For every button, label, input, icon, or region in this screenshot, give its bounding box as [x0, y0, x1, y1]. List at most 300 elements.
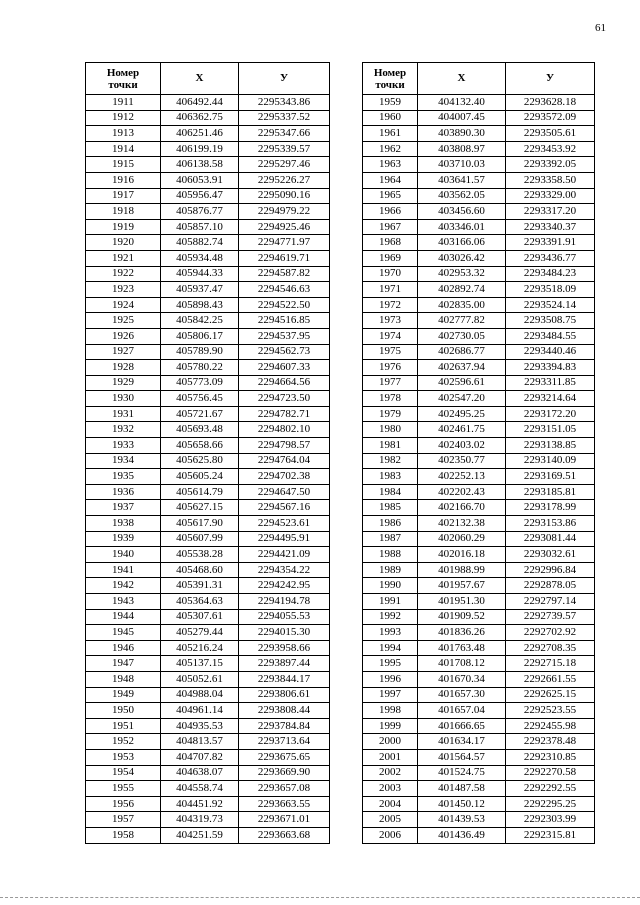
point-number-cell: 1920: [86, 235, 161, 251]
point-number-cell: 1914: [86, 141, 161, 157]
table-row: [86, 391, 330, 407]
point-number-cell: 1953: [86, 749, 161, 765]
y-coordinate-cell: 2294567.16: [239, 500, 330, 516]
table-row: [86, 594, 330, 610]
x-coordinate-cell: 405617.90: [161, 516, 239, 532]
table-row: [86, 157, 330, 173]
x-coordinate-cell: 402016.18: [418, 547, 506, 563]
y-coordinate-cell: 2293185.81: [506, 484, 595, 500]
table-header-row: [363, 63, 595, 95]
point-number-cell: 1913: [86, 126, 161, 142]
point-number-cell: 2000: [363, 734, 418, 750]
point-number-cell: 1981: [363, 438, 418, 454]
y-coordinate-cell: 2294607.33: [239, 360, 330, 376]
table-row: [363, 141, 595, 157]
point-number-cell: 1978: [363, 391, 418, 407]
point-number-cell: 1950: [86, 703, 161, 719]
table-row: [363, 250, 595, 266]
y-coordinate-cell: 2292739.57: [506, 609, 595, 625]
table-row: [86, 328, 330, 344]
x-coordinate-cell: 405882.74: [161, 235, 239, 251]
point-number-cell: 1936: [86, 484, 161, 500]
table-row: [86, 297, 330, 313]
table-row: [363, 781, 595, 797]
x-coordinate-cell: 401439.53: [418, 812, 506, 828]
header-x: X: [418, 63, 506, 95]
table-row: [363, 516, 595, 532]
header-y: У: [506, 63, 595, 95]
y-coordinate-cell: 2293628.18: [506, 95, 595, 111]
table-row: [363, 95, 595, 111]
table-row: [86, 500, 330, 516]
y-coordinate-cell: 2294702.38: [239, 469, 330, 485]
table-row: [86, 344, 330, 360]
x-coordinate-cell: 403166.06: [418, 235, 506, 251]
point-number-cell: 1973: [363, 313, 418, 329]
x-coordinate-cell: 401670.34: [418, 671, 506, 687]
x-coordinate-cell: 402596.61: [418, 375, 506, 391]
x-coordinate-cell: 405780.22: [161, 360, 239, 376]
table-row: [363, 703, 595, 719]
header-point-number: Номер точки: [86, 63, 161, 95]
y-coordinate-cell: 2295090.16: [239, 188, 330, 204]
x-coordinate-cell: 402166.70: [418, 500, 506, 516]
table-row: [86, 562, 330, 578]
table-row: [86, 250, 330, 266]
table-row: [363, 484, 595, 500]
x-coordinate-cell: 403641.57: [418, 172, 506, 188]
y-coordinate-cell: 2293329.00: [506, 188, 595, 204]
point-number-cell: 1955: [86, 781, 161, 797]
table-row: [86, 110, 330, 126]
x-coordinate-cell: 405364.63: [161, 594, 239, 610]
x-coordinate-cell: 406362.75: [161, 110, 239, 126]
table-row: [363, 718, 595, 734]
coordinates-table-right: [362, 62, 595, 844]
point-number-cell: 2001: [363, 749, 418, 765]
point-number-cell: 1991: [363, 594, 418, 610]
point-number-cell: 1919: [86, 219, 161, 235]
y-coordinate-cell: 2295347.66: [239, 126, 330, 142]
y-coordinate-cell: 2292661.55: [506, 671, 595, 687]
y-coordinate-cell: 2293524.14: [506, 297, 595, 313]
table-row: [86, 484, 330, 500]
table-row: [363, 609, 595, 625]
point-number-cell: 1966: [363, 204, 418, 220]
point-number-cell: 1972: [363, 297, 418, 313]
x-coordinate-cell: 404935.53: [161, 718, 239, 734]
table-row: [363, 765, 595, 781]
table-row: [363, 796, 595, 812]
y-coordinate-cell: 2293669.90: [239, 765, 330, 781]
x-coordinate-cell: 403710.03: [418, 157, 506, 173]
y-coordinate-cell: 2292523.55: [506, 703, 595, 719]
table-row: [363, 500, 595, 516]
x-coordinate-cell: 406492.44: [161, 95, 239, 111]
x-coordinate-cell: 405538.28: [161, 547, 239, 563]
y-coordinate-cell: 2293151.05: [506, 422, 595, 438]
x-coordinate-cell: 404007.45: [418, 110, 506, 126]
point-number-cell: 1979: [363, 406, 418, 422]
x-coordinate-cell: 405216.24: [161, 640, 239, 656]
table-row: [363, 562, 595, 578]
table-row: [363, 313, 595, 329]
table-row: [363, 547, 595, 563]
y-coordinate-cell: 2292310.85: [506, 749, 595, 765]
point-number-cell: 1957: [86, 812, 161, 828]
x-coordinate-cell: 405625.80: [161, 453, 239, 469]
x-coordinate-cell: 403346.01: [418, 219, 506, 235]
x-coordinate-cell: 404451.92: [161, 796, 239, 812]
point-number-cell: 1971: [363, 282, 418, 298]
y-coordinate-cell: 2293663.55: [239, 796, 330, 812]
header-x: X: [161, 63, 239, 95]
x-coordinate-cell: 405307.61: [161, 609, 239, 625]
point-number-cell: 1948: [86, 671, 161, 687]
y-coordinate-cell: 2293671.01: [239, 812, 330, 828]
point-number-cell: 1996: [363, 671, 418, 687]
point-number-cell: 1949: [86, 687, 161, 703]
table-row: [86, 188, 330, 204]
y-coordinate-cell: 2292715.18: [506, 656, 595, 672]
x-coordinate-cell: 402350.77: [418, 453, 506, 469]
table-row: [363, 687, 595, 703]
table-row: [86, 531, 330, 547]
x-coordinate-cell: 406138.58: [161, 157, 239, 173]
table-row: [86, 375, 330, 391]
x-coordinate-cell: 405857.10: [161, 219, 239, 235]
x-coordinate-cell: 401988.99: [418, 562, 506, 578]
x-coordinate-cell: 401450.12: [418, 796, 506, 812]
x-coordinate-cell: 401836.26: [418, 625, 506, 641]
x-coordinate-cell: 405806.17: [161, 328, 239, 344]
y-coordinate-cell: 2293784.84: [239, 718, 330, 734]
x-coordinate-cell: 405279.44: [161, 625, 239, 641]
x-coordinate-cell: 405756.45: [161, 391, 239, 407]
x-coordinate-cell: 405937.47: [161, 282, 239, 298]
x-coordinate-cell: 406053.91: [161, 172, 239, 188]
y-coordinate-cell: 2292996.84: [506, 562, 595, 578]
y-coordinate-cell: 2294619.71: [239, 250, 330, 266]
y-coordinate-cell: 2295337.52: [239, 110, 330, 126]
table-row: [86, 781, 330, 797]
point-number-cell: 1925: [86, 313, 161, 329]
y-coordinate-cell: 2295339.57: [239, 141, 330, 157]
y-coordinate-cell: 2293317.20: [506, 204, 595, 220]
table-row: [86, 235, 330, 251]
x-coordinate-cell: 403562.05: [418, 188, 506, 204]
table-row: [363, 594, 595, 610]
point-number-cell: 1946: [86, 640, 161, 656]
x-coordinate-cell: 403890.30: [418, 126, 506, 142]
table-row: [86, 827, 330, 843]
y-coordinate-cell: 2293806.61: [239, 687, 330, 703]
table-row: [363, 375, 595, 391]
x-coordinate-cell: 401708.12: [418, 656, 506, 672]
table-row: [363, 235, 595, 251]
x-coordinate-cell: 405627.15: [161, 500, 239, 516]
point-number-cell: 1934: [86, 453, 161, 469]
point-number-cell: 1967: [363, 219, 418, 235]
point-number-cell: 1935: [86, 469, 161, 485]
y-coordinate-cell: 2294537.95: [239, 328, 330, 344]
table-row: [86, 734, 330, 750]
x-coordinate-cell: 401909.52: [418, 609, 506, 625]
point-number-cell: 1985: [363, 500, 418, 516]
table-row: [86, 687, 330, 703]
point-number-cell: 1965: [363, 188, 418, 204]
point-number-cell: 1922: [86, 266, 161, 282]
x-coordinate-cell: 402547.20: [418, 391, 506, 407]
y-coordinate-cell: 2294522.50: [239, 297, 330, 313]
x-coordinate-cell: 401564.57: [418, 749, 506, 765]
point-number-cell: 1932: [86, 422, 161, 438]
y-coordinate-cell: 2294242.95: [239, 578, 330, 594]
table-row: [363, 297, 595, 313]
y-coordinate-cell: 2293172.20: [506, 406, 595, 422]
point-number-cell: 2003: [363, 781, 418, 797]
point-number-cell: 1976: [363, 360, 418, 376]
x-coordinate-cell: 405614.79: [161, 484, 239, 500]
point-number-cell: 1930: [86, 391, 161, 407]
x-coordinate-cell: 405605.24: [161, 469, 239, 485]
y-coordinate-cell: 2292702.92: [506, 625, 595, 641]
point-number-cell: 1916: [86, 172, 161, 188]
y-coordinate-cell: 2292708.35: [506, 640, 595, 656]
y-coordinate-cell: 2293897.44: [239, 656, 330, 672]
table-row: [86, 313, 330, 329]
point-number-cell: 1983: [363, 469, 418, 485]
point-number-cell: 1956: [86, 796, 161, 812]
y-coordinate-cell: 2294495.91: [239, 531, 330, 547]
table-row: [86, 126, 330, 142]
point-number-cell: 1958: [86, 827, 161, 843]
coordinates-table-left: [85, 62, 330, 844]
table-header-row: [86, 63, 330, 95]
x-coordinate-cell: 401436.49: [418, 827, 506, 843]
x-coordinate-cell: 405607.99: [161, 531, 239, 547]
point-number-cell: 1937: [86, 500, 161, 516]
table-row: [86, 671, 330, 687]
y-coordinate-cell: 2292292.55: [506, 781, 595, 797]
x-coordinate-cell: 402953.32: [418, 266, 506, 282]
y-coordinate-cell: 2294523.61: [239, 516, 330, 532]
point-number-cell: 1997: [363, 687, 418, 703]
y-coordinate-cell: 2294782.71: [239, 406, 330, 422]
table-row: [86, 516, 330, 532]
point-number-cell: 1938: [86, 516, 161, 532]
point-number-cell: 1987: [363, 531, 418, 547]
x-coordinate-cell: 401634.17: [418, 734, 506, 750]
x-coordinate-cell: 404707.82: [161, 749, 239, 765]
point-number-cell: 1993: [363, 625, 418, 641]
table-row: [363, 204, 595, 220]
point-number-cell: 1975: [363, 344, 418, 360]
point-number-cell: 1980: [363, 422, 418, 438]
x-coordinate-cell: 402835.00: [418, 297, 506, 313]
footer-divider: [0, 897, 640, 898]
x-coordinate-cell: 405898.43: [161, 297, 239, 313]
x-coordinate-cell: 402686.77: [418, 344, 506, 360]
y-coordinate-cell: 2292878.05: [506, 578, 595, 594]
point-number-cell: 1977: [363, 375, 418, 391]
y-coordinate-cell: 2294194.78: [239, 594, 330, 610]
y-coordinate-cell: 2293394.83: [506, 360, 595, 376]
x-coordinate-cell: 402202.43: [418, 484, 506, 500]
point-number-cell: 1969: [363, 250, 418, 266]
point-number-cell: 1974: [363, 328, 418, 344]
x-coordinate-cell: 401657.04: [418, 703, 506, 719]
table-row: [86, 360, 330, 376]
point-number-cell: 1917: [86, 188, 161, 204]
x-coordinate-cell: 405789.90: [161, 344, 239, 360]
point-number-cell: 1933: [86, 438, 161, 454]
point-number-cell: 1968: [363, 235, 418, 251]
y-coordinate-cell: 2293340.37: [506, 219, 595, 235]
y-coordinate-cell: 2293958.66: [239, 640, 330, 656]
y-coordinate-cell: 2293214.64: [506, 391, 595, 407]
table-row: [363, 734, 595, 750]
point-number-cell: 2002: [363, 765, 418, 781]
x-coordinate-cell: 406251.46: [161, 126, 239, 142]
table-row: [363, 344, 595, 360]
point-number-cell: 1989: [363, 562, 418, 578]
y-coordinate-cell: 2294979.22: [239, 204, 330, 220]
table-row: [363, 157, 595, 173]
x-coordinate-cell: 405773.09: [161, 375, 239, 391]
x-coordinate-cell: 403026.42: [418, 250, 506, 266]
y-coordinate-cell: 2292295.25: [506, 796, 595, 812]
table-row: [86, 266, 330, 282]
header-point-number: Номер точки: [363, 63, 418, 95]
point-number-cell: 1939: [86, 531, 161, 547]
y-coordinate-cell: 2293140.09: [506, 453, 595, 469]
x-coordinate-cell: 405956.47: [161, 188, 239, 204]
x-coordinate-cell: 405721.67: [161, 406, 239, 422]
point-number-cell: 1931: [86, 406, 161, 422]
point-number-cell: 1928: [86, 360, 161, 376]
x-coordinate-cell: 401957.67: [418, 578, 506, 594]
y-coordinate-cell: 2293153.86: [506, 516, 595, 532]
x-coordinate-cell: 405137.15: [161, 656, 239, 672]
point-number-cell: 2004: [363, 796, 418, 812]
y-coordinate-cell: 2294516.85: [239, 313, 330, 329]
table-row: [86, 749, 330, 765]
point-number-cell: 1918: [86, 204, 161, 220]
x-coordinate-cell: 405052.61: [161, 671, 239, 687]
point-number-cell: 1960: [363, 110, 418, 126]
table-row: [363, 406, 595, 422]
y-coordinate-cell: 2293844.17: [239, 671, 330, 687]
table-row: [363, 110, 595, 126]
point-number-cell: 1921: [86, 250, 161, 266]
x-coordinate-cell: 404558.74: [161, 781, 239, 797]
y-coordinate-cell: 2293081.44: [506, 531, 595, 547]
point-number-cell: 1915: [86, 157, 161, 173]
y-coordinate-cell: 2293436.77: [506, 250, 595, 266]
x-coordinate-cell: 405876.77: [161, 204, 239, 220]
point-number-cell: 1962: [363, 141, 418, 157]
table-row: [363, 812, 595, 828]
table-row: [363, 671, 595, 687]
y-coordinate-cell: 2292625.15: [506, 687, 595, 703]
point-number-cell: 1945: [86, 625, 161, 641]
table-row: [86, 469, 330, 485]
y-coordinate-cell: 2292315.81: [506, 827, 595, 843]
y-coordinate-cell: 2294587.82: [239, 266, 330, 282]
y-coordinate-cell: 2292270.58: [506, 765, 595, 781]
y-coordinate-cell: 2293453.92: [506, 141, 595, 157]
x-coordinate-cell: 405842.25: [161, 313, 239, 329]
x-coordinate-cell: 405658.66: [161, 438, 239, 454]
x-coordinate-cell: 401487.58: [418, 781, 506, 797]
x-coordinate-cell: 403456.60: [418, 204, 506, 220]
table-row: [86, 765, 330, 781]
point-number-cell: 2006: [363, 827, 418, 843]
y-coordinate-cell: 2292303.99: [506, 812, 595, 828]
x-coordinate-cell: 404988.04: [161, 687, 239, 703]
y-coordinate-cell: 2294546.63: [239, 282, 330, 298]
table-row: [363, 266, 595, 282]
y-coordinate-cell: 2293311.85: [506, 375, 595, 391]
table-row: [363, 188, 595, 204]
table-row: [363, 453, 595, 469]
y-coordinate-cell: 2293518.09: [506, 282, 595, 298]
table-row: [363, 531, 595, 547]
x-coordinate-cell: 404319.73: [161, 812, 239, 828]
table-row: [363, 469, 595, 485]
y-coordinate-cell: 2294925.46: [239, 219, 330, 235]
point-number-cell: 1952: [86, 734, 161, 750]
x-coordinate-cell: 405944.33: [161, 266, 239, 282]
y-coordinate-cell: 2293505.61: [506, 126, 595, 142]
table-row: [86, 422, 330, 438]
y-coordinate-cell: 2293508.75: [506, 313, 595, 329]
point-number-cell: 1988: [363, 547, 418, 563]
y-coordinate-cell: 2293178.99: [506, 500, 595, 516]
x-coordinate-cell: 402403.02: [418, 438, 506, 454]
table-row: [86, 547, 330, 563]
table-row: [363, 126, 595, 142]
y-coordinate-cell: 2294771.97: [239, 235, 330, 251]
y-coordinate-cell: 2293484.23: [506, 266, 595, 282]
point-number-cell: 1998: [363, 703, 418, 719]
table-row: [86, 219, 330, 235]
y-coordinate-cell: 2295343.86: [239, 95, 330, 111]
table-row: [363, 360, 595, 376]
y-coordinate-cell: 2294723.50: [239, 391, 330, 407]
y-coordinate-cell: 2294798.57: [239, 438, 330, 454]
table-row: [86, 625, 330, 641]
y-coordinate-cell: 2293169.51: [506, 469, 595, 485]
point-number-cell: 1923: [86, 282, 161, 298]
point-number-cell: 1942: [86, 578, 161, 594]
table-row: [363, 656, 595, 672]
y-coordinate-cell: 2293138.85: [506, 438, 595, 454]
table-row: [363, 625, 595, 641]
y-coordinate-cell: 2293713.64: [239, 734, 330, 750]
table-row: [86, 204, 330, 220]
table-row: [86, 640, 330, 656]
y-coordinate-cell: 2294664.56: [239, 375, 330, 391]
point-number-cell: 2005: [363, 812, 418, 828]
point-number-cell: 1954: [86, 765, 161, 781]
point-number-cell: 1995: [363, 656, 418, 672]
x-coordinate-cell: 401666.65: [418, 718, 506, 734]
table-row: [86, 95, 330, 111]
table-row: [86, 406, 330, 422]
y-coordinate-cell: 2292455.98: [506, 718, 595, 734]
